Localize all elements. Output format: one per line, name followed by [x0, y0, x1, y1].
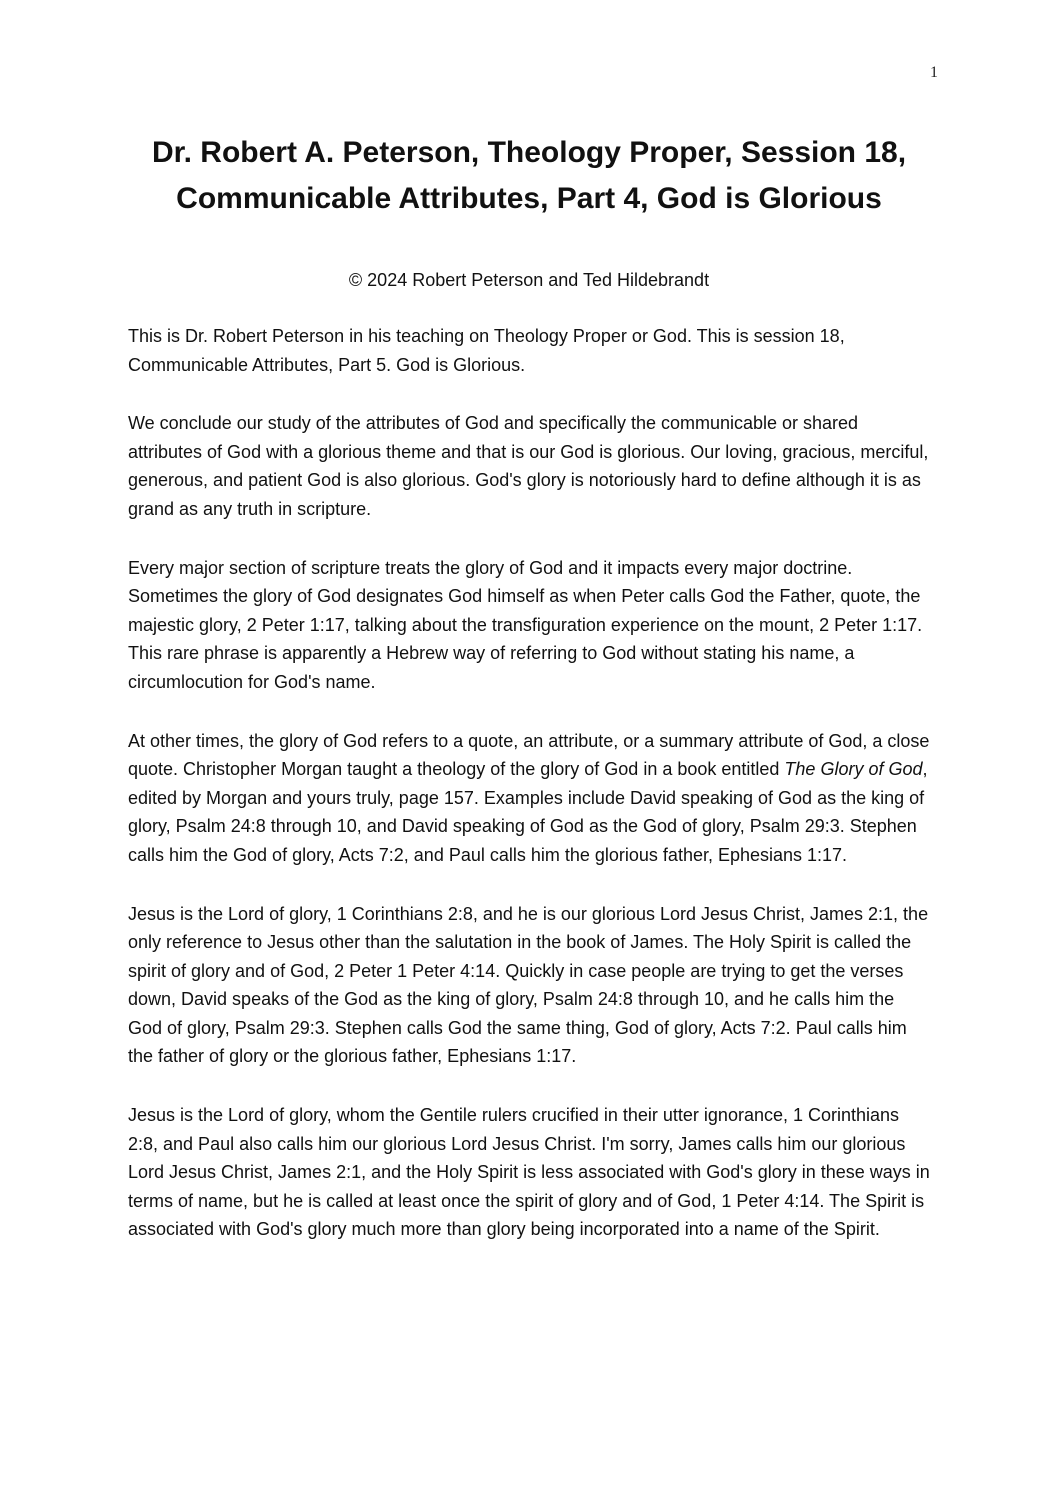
paragraph-text: At other times, the glory of God refers to a quote, an attribute, or a summary attribute of God, a close quote. Christopher Morgan taught a theology of the glory of God in a book entitled: [128, 730, 930, 780]
paragraph-summary-attribute: [128, 727, 930, 870]
page-number: 1: [930, 64, 938, 81]
document-title: Dr. Robert A. Peterson, Theology Proper, Session 18, Communicable Attributes, Part 4, God is Glorious: [151, 136, 907, 215]
paragraph-conclusion-theme: We conclude our study of the attributes of God and specifically the communicable or shared attributes of God with a glorious theme and that is our God is glorious. Our loving, gracious, merciful, generous, and patient God is also glorious. God's glory is notoriously hard to define although it is as grand as any truth in scripture.: [128, 413, 929, 519]
document-body: [128, 322, 930, 1274]
paragraph-intro: This is Dr. Robert Peterson in his teaching on Theology Proper or God. This is session 18, Communicable Attributes, Part 5. God is Glorious.: [128, 326, 845, 375]
copyright-line: © 2024 Robert Peterson and Ted Hildebrandt: [348, 270, 710, 290]
paragraph-spirit-of-glory: Jesus is the Lord of glory, whom the Gentile rulers crucified in their utter ignorance, 1 Corinthians 2:8, and Paul also calls him our glorious Lord Jesus Christ. I'm sorry, James calls him our glorious Lord Jesus Christ, James 2:1, and the Holy Spirit is less associated with God's glory in these ways in terms of name, but he is called at least once the spirit of glory and of God, 1 Peter 4:14. The Spirit is associated with God's glory much more than glory being incorporated into a name of the Spirit.: [128, 1105, 930, 1240]
book-title: The Glory of God: [784, 759, 923, 780]
paragraph-lord-of-glory: Jesus is the Lord of glory, 1 Corinthians 2:8, and he is our glorious Lord Jesus Christ, James 2:1, the only reference to Jesus other than the salutation in the book of James. The Holy Spirit is called the spirit of glory and of God, 2 Peter 1 Peter 4:14. Quickly in case people are trying to get the verses down, David speaks of the God as the king of glory, Psalm 24:8 through 10, and he calls him the God of glory, Psalm 29:3. Stephen calls God the same thing, God of glory, Acts 7:2. Paul calls him the father of glory or the glorious father, Ephesians 1:17.: [128, 903, 929, 1067]
paragraph-majestic-glory: Every major section of scripture treats the glory of God and it impacts every major doctrine. Sometimes the glory of God designates God himself as when Peter calls God the Father, quote, the majestic glory, 2 Peter 1:17, talking about the transfiguration experience on the mount, 2 Peter 1:17. This rare phrase is apparently a Hebrew way of referring to God without stating his name, a circumlocution for God's name.: [128, 557, 923, 692]
paragraph-text: , edited by Morgan and yours truly, page 157. Examples include David speaking of God as the king of glory, Psalm 24:8 through 10, and David speaking of God as the God of glory, Psalm 29:3. Stephen calls him the God of glory, Acts 7:2, and Paul calls him the glorious father, Ephesians 1:17.: [128, 759, 928, 865]
